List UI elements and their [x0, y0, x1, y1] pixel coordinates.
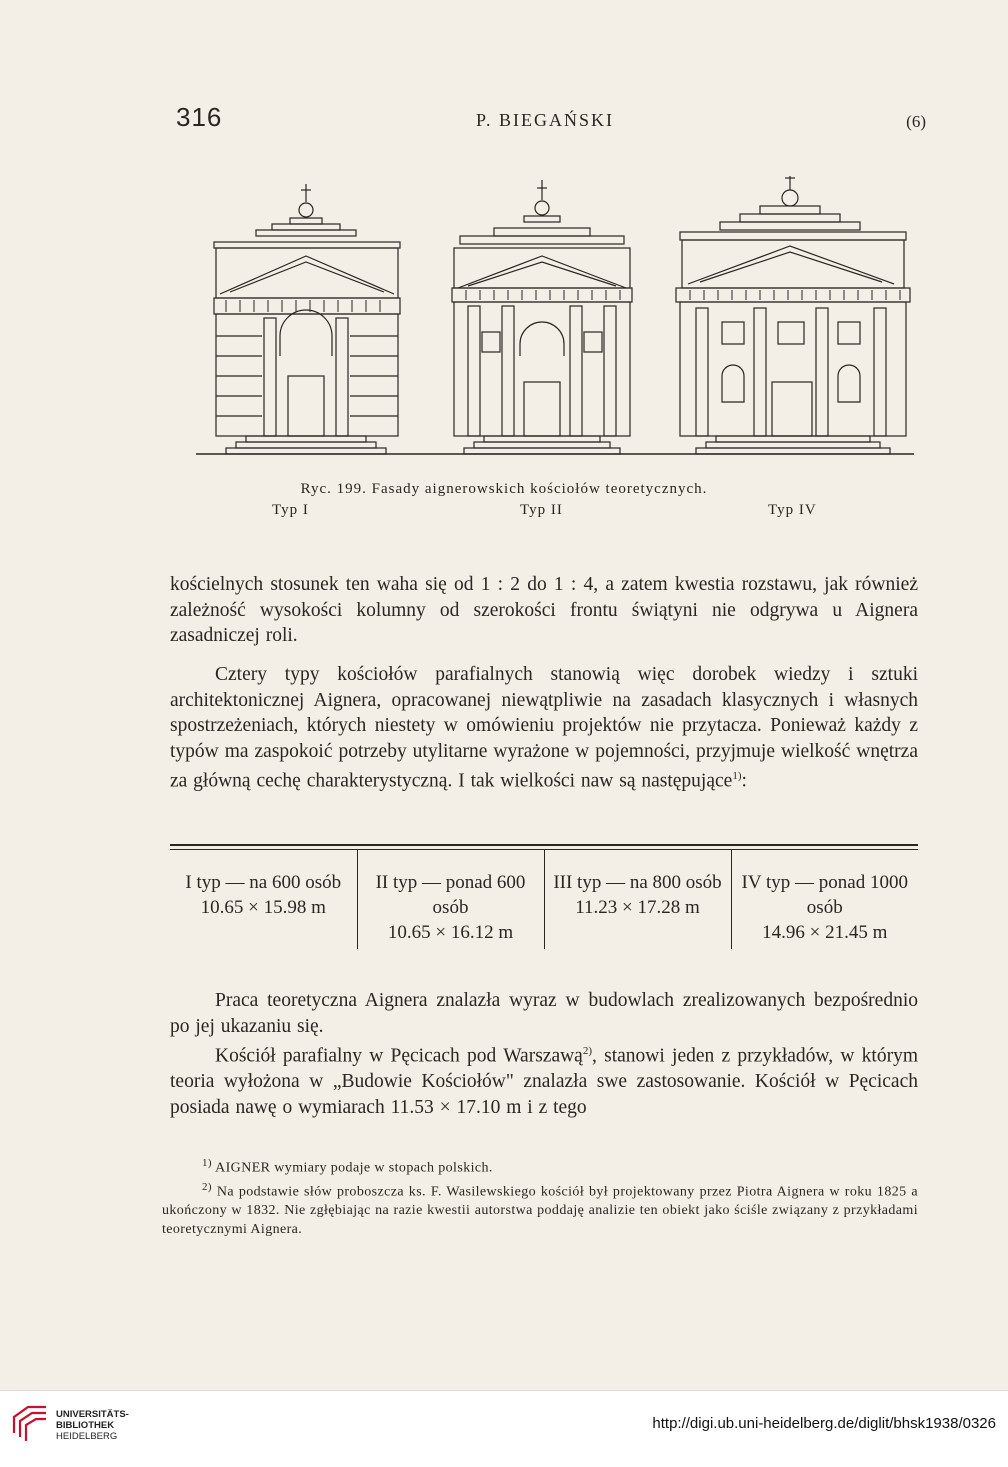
footnote-ref-2: 2)	[582, 1045, 593, 1057]
footnotes	[162, 1154, 918, 1239]
footnote-2-mark: 2)	[202, 1180, 212, 1193]
footnote-1-mark: 1)	[202, 1157, 212, 1169]
library-name-line2: BIBLIOTHEK	[56, 1420, 115, 1431]
viewer-footer	[0, 1390, 1008, 1467]
church-facades-figure	[196, 176, 924, 466]
library-name-line3: HEIDELBERG	[56, 1431, 118, 1442]
body-text-1	[170, 572, 918, 649]
paragraph-pecice	[170, 1039, 918, 1120]
facade-typ-2	[452, 180, 632, 454]
table-cell-typ-4	[731, 850, 918, 950]
table-cell-typ-3	[544, 850, 731, 950]
figure-label-typ-4: Typ IV	[768, 502, 817, 518]
table-cell-title: IV typ — ponad 1000 osób	[741, 872, 908, 918]
table-cell-title: III typ — na 800 osób	[553, 872, 722, 893]
facade-typ-1	[214, 184, 400, 454]
footnote-2-text: Na podstawie słów proboszcza ks. F. Wasilewskiego kościół był projektowany przez Piotra Aignera w roku 1825 a ukończony w 1832. Nie zgłębiając na razie kwestii autorstwa poddaję analizie ten obiekt jako ściśle związany z przykładami teoretycznymi Aignera.	[162, 1184, 919, 1238]
figure-label-typ-1: Typ I	[272, 502, 309, 518]
paragraph-four-types-end: :	[741, 770, 747, 792]
library-name[interactable]	[56, 1409, 129, 1442]
permalink-url[interactable]: http://digi.ub.uni-heidelberg.de/diglit/bhsk1938/0326	[652, 1415, 996, 1432]
table-cell-typ-2	[357, 850, 544, 950]
footnote-1	[162, 1154, 918, 1178]
paragraph-pecice-text-b: , stanowi jeden z przykładów, w którym teoria wyłożona w „Budowie Kościołów" znalazła swe zastosowanie. Kościół w Pęcicach posiada nawę o wymiarach 11.53 × 17.10 m i z tego	[170, 1045, 918, 1118]
paragraph-four-types-text: Cztery typy kościołów parafialnych stanowią więc dorobek wiedzy i sztuki architektonicznej Aignera, opracowanej niewątpliwie na zasadach klasycznych i własnych spostrzeżeniach, których niestety w omówieniu projektów nie przytacza. Ponieważ każdy z typów ma zaspokoić potrzeby utylitarne wyrażone w pojemności, przyjmuje wielkość wnętrza za główną cechę charakterystyczną. I tak wielkości naw są następujące	[170, 664, 918, 792]
table-cell-title: II typ — ponad 600 osób	[375, 872, 526, 918]
paragraph-continuation: kościelnych stosunek ten waha się od 1 : 2 do 1 : 4, a zatem kwestia rozstawu, jak również zależność wysokości kolumny od szerokości frontu świątyni nie odgrywa u Aignera zasadniczej roli.	[170, 574, 918, 646]
table-cell-dims: 10.65 × 15.98 m	[200, 897, 326, 918]
library-name-line1: UNIVERSITÄTS-	[56, 1409, 129, 1420]
body-text-3	[170, 988, 918, 1120]
footnote-ref-1: 1)	[732, 770, 742, 782]
figure-label-typ-2: Typ II	[520, 502, 563, 518]
section-number: (6)	[906, 112, 926, 131]
footnote-2	[162, 1178, 918, 1240]
page-number: 316	[176, 102, 223, 132]
nave-dimensions-table	[170, 844, 918, 949]
paragraph-praca: Praca teoretyczna Aignera znalazła wyraz w budowlach zrealizowanych bezpośrednio po jej ukazaniu się.	[170, 990, 918, 1037]
paragraph-four-types	[170, 662, 918, 794]
facade-typ-4	[676, 176, 910, 454]
table-cell-typ-1	[170, 850, 357, 950]
table-cell-title: I typ — na 600 osób	[185, 872, 342, 893]
table-cell-dims: 10.65 × 16.12 m	[387, 922, 514, 943]
body-text-2	[170, 662, 918, 794]
running-header	[176, 102, 926, 136]
figure-caption: Ryc. 199. Fasady aignerowskich kościołów teoretycznych.	[300, 481, 708, 497]
running-author: P. BIEGAŃSKI	[476, 110, 615, 130]
library-logo-icon[interactable]	[10, 1403, 50, 1443]
footnote-1-text: AIGNER wymiary podaje w stopach polskich.	[215, 1160, 493, 1176]
paragraph-pecice-text-a: Kościół parafialny w Pęcicach pod Warszawą	[215, 1045, 583, 1067]
table-cell-dims: 11.23 × 17.28 m	[575, 897, 700, 918]
table-cell-dims: 14.96 × 21.45 m	[762, 922, 888, 943]
